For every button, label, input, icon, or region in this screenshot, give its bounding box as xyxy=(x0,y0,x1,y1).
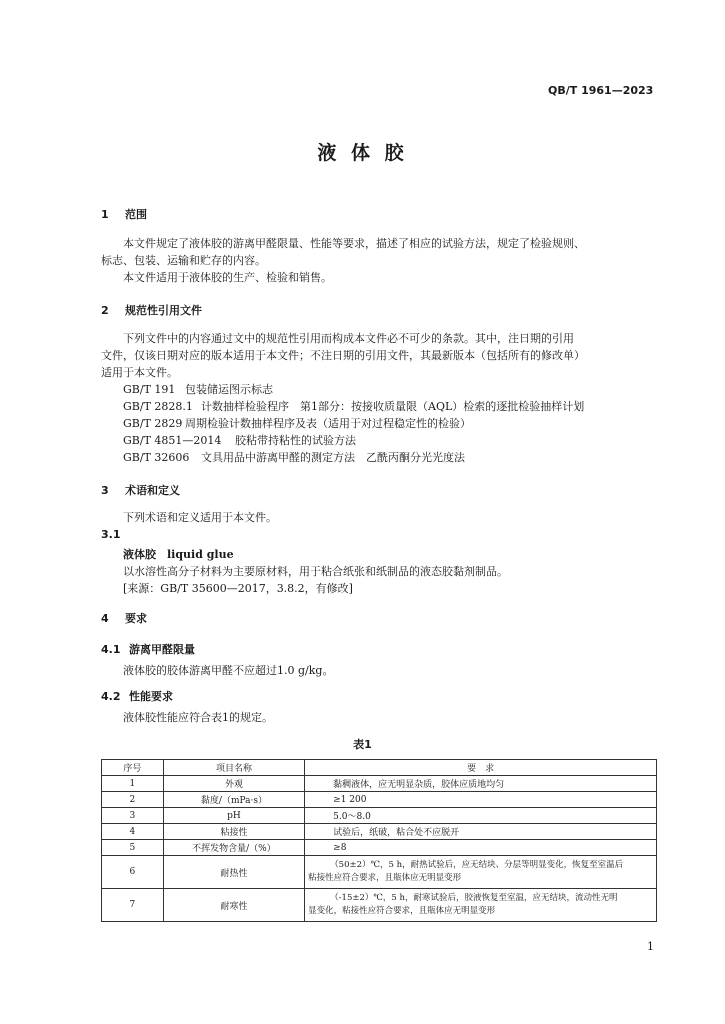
row-number: 6 xyxy=(102,856,164,889)
page-number: 1 xyxy=(647,940,654,953)
column-header: 序号 xyxy=(102,760,164,776)
item-name: 黏度/（mPa·s） xyxy=(163,792,304,808)
section-number: 1 xyxy=(101,208,109,221)
reference-code: GB/T 2829 xyxy=(123,417,183,430)
reference-title: 胶粘带持粘性的试验方法 xyxy=(235,434,356,447)
subsection-number: 4.1 xyxy=(101,643,121,656)
reference-title: 包装储运图示标志 xyxy=(185,383,273,396)
section-2-intro xyxy=(101,330,661,381)
paragraph-line: 标志、包装、运输和贮存的内容。 xyxy=(101,254,266,267)
paragraph-line: 适用于本文件。 xyxy=(101,366,178,379)
reference-code: GB/T 191 xyxy=(123,383,176,396)
item-name: 耐热性 xyxy=(163,856,304,889)
section-title: 规范性引用文件 xyxy=(125,304,202,317)
paragraph-line: 下列文件中的内容通过文中的规范性引用而构成本文件必不可少的条款。其中，注日期的引用 xyxy=(123,332,574,345)
table-row xyxy=(102,776,657,792)
subsection-4-1-text: 液体胶的胶体游离甲醛不应超过1.0 g/kg。 xyxy=(123,664,334,677)
term-number: 3.1 xyxy=(101,528,121,541)
reference-title: 计数抽样检验程序 第1部分：按接收质量限（AQL）检索的逐批检验抽样计划 xyxy=(201,400,585,413)
document-title: 液 体 胶 xyxy=(317,142,408,164)
requirement: 5.0～8.0 xyxy=(305,808,657,824)
requirement: 试验后，纸破，粘合处不应脱开 xyxy=(305,824,657,840)
reference-title: 文具用品中游离甲醛的测定方法 乙酰丙酮分光光度法 xyxy=(201,451,465,464)
term-source: [来源：GB/T 35600—2017，3.8.2，有修改] xyxy=(123,582,353,595)
reference-item xyxy=(123,381,584,398)
table-row xyxy=(102,856,657,889)
row-number: 2 xyxy=(102,792,164,808)
reference-item xyxy=(123,449,584,466)
section-2-heading xyxy=(101,302,202,318)
requirement-line: 显变化，粘接性应符合要求，且瓶体应无明显变形 xyxy=(308,906,496,916)
subsection-4-2-text: 液体胶性能应符合表1的规定。 xyxy=(123,711,273,724)
reference-item xyxy=(123,432,584,449)
section-number: 2 xyxy=(101,304,109,317)
requirement: 黏稠液体，应无明显杂质，胶体应质地均匀 xyxy=(305,776,657,792)
section-3-heading xyxy=(101,482,180,498)
column-header: 要 求 xyxy=(305,760,657,776)
paragraph-line: 本文件适用于液体胶的生产、检验和销售。 xyxy=(123,271,332,284)
item-name: 外观 xyxy=(163,776,304,792)
requirement: ≥1 200 xyxy=(305,792,657,808)
reference-code: GB/T 4851—2014 xyxy=(123,434,222,447)
reference-code: GB/T 2828.1 xyxy=(123,400,193,413)
requirement-line: （-15±2）℃，5 h，耐寒试验后，胶液恢复至室温，应无结块，流动性无明 xyxy=(330,893,618,903)
requirement xyxy=(305,856,657,889)
row-number: 1 xyxy=(102,776,164,792)
item-name: 粘接性 xyxy=(163,824,304,840)
row-number: 4 xyxy=(102,824,164,840)
row-number: 3 xyxy=(102,808,164,824)
paragraph-line: 本文件规定了液体胶的游离甲醛限量、性能等要求，描述了相应的试验方法，规定了检验规则、 xyxy=(123,237,585,250)
row-number: 7 xyxy=(102,889,164,922)
column-header: 项目名称 xyxy=(163,760,304,776)
table-row xyxy=(102,808,657,824)
section-1-heading xyxy=(101,206,147,222)
item-name: pH xyxy=(163,808,304,824)
standard-code: QB/T 1961—2023 xyxy=(548,84,654,97)
requirement-line: 粘接性应符合要求，且瓶体应无明显变形 xyxy=(308,873,462,883)
reference-item xyxy=(123,415,584,432)
paragraph-line: 文件，仅该日期对应的版本适用于本文件；不注日期的引用文件，其最新版本（包括所有的修改单） xyxy=(101,349,585,362)
reference-title: 周期检验计数抽样程序及表（适用于对过程稳定性的检验） xyxy=(185,417,471,430)
section-3-intro: 下列术语和定义适用于本文件。 xyxy=(123,511,277,524)
section-4-heading xyxy=(101,610,147,626)
subsection-number: 4.2 xyxy=(101,690,121,703)
requirements-table xyxy=(101,759,657,922)
reference-list xyxy=(123,381,584,466)
section-title: 范围 xyxy=(125,208,147,221)
table-caption: 表1 xyxy=(353,738,372,751)
section-title: 要求 xyxy=(125,612,147,625)
section-number: 3 xyxy=(101,484,109,497)
subsection-4-1-heading xyxy=(101,641,195,657)
table-header-row xyxy=(102,760,657,776)
section-title: 术语和定义 xyxy=(125,484,180,497)
section-1-body xyxy=(101,235,661,286)
table-row xyxy=(102,792,657,808)
item-name: 不挥发物含量/（%） xyxy=(163,840,304,856)
reference-item xyxy=(123,398,584,415)
row-number: 5 xyxy=(102,840,164,856)
term-definition: 以水溶性高分子材料为主要原材料，用于粘合纸张和纸制品的液态胶黏剂制品。 xyxy=(123,565,508,578)
term-entry xyxy=(123,546,663,597)
term-name: 液体胶 liquid glue xyxy=(123,548,234,561)
subsection-title: 游离甲醛限量 xyxy=(129,643,195,656)
table-row xyxy=(102,824,657,840)
table-row xyxy=(102,840,657,856)
item-name: 耐寒性 xyxy=(163,889,304,922)
table-row xyxy=(102,889,657,922)
requirement: ≥8 xyxy=(305,840,657,856)
requirement-line: （50±2）℃，5 h，耐热试验后，应无结块、分层等明显变化，恢复至室温后 xyxy=(330,860,624,870)
reference-code: GB/T 32606 xyxy=(123,451,190,464)
subsection-title: 性能要求 xyxy=(129,690,173,703)
section-number: 4 xyxy=(101,612,109,625)
requirement xyxy=(305,889,657,922)
subsection-4-2-heading xyxy=(101,688,173,704)
